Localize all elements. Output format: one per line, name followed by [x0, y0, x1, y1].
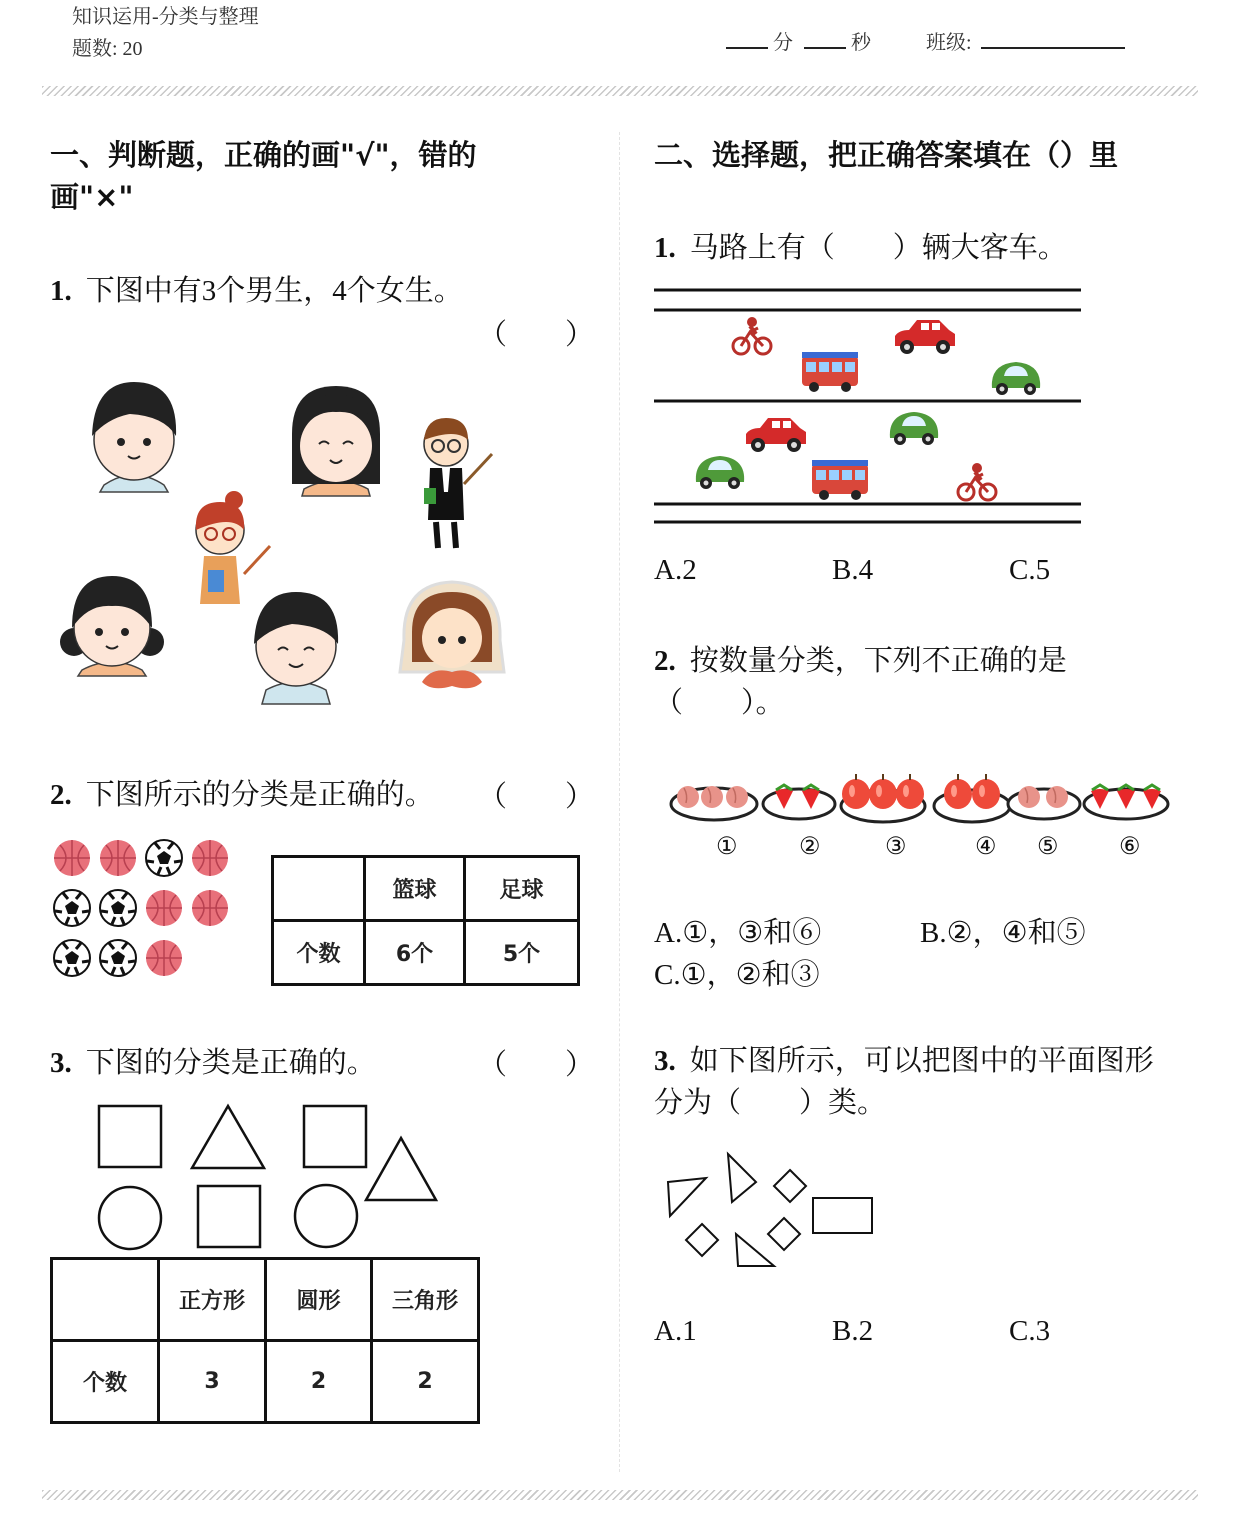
class-blank[interactable] — [981, 47, 1125, 49]
top-hatch-divider — [42, 86, 1198, 96]
plate-6 — [1084, 785, 1168, 819]
minutes-label: 分 — [773, 32, 793, 54]
table-cell: 2 — [266, 1341, 372, 1423]
section2-title: 二、选择题，把正确答案填在（）里 — [654, 138, 1119, 172]
plate-5 — [1008, 786, 1080, 819]
section1-title: 一、判断题，正确的画"√"，错的画"×" — [50, 138, 477, 214]
s1-q3-answer-blank[interactable]: （ ） — [478, 1049, 595, 1081]
table-row-label: 个数 — [273, 921, 365, 985]
s1-q2-number: 2. — [50, 779, 72, 811]
table-cell: 2 — [372, 1341, 479, 1423]
seconds-blank[interactable] — [804, 47, 846, 49]
plate-label: ⑥ — [1119, 834, 1141, 860]
s2-q2-fruit-plates-illustration — [666, 770, 1174, 830]
plate-3 — [841, 774, 925, 822]
diamond-shape — [768, 1218, 800, 1250]
worksheet-title: 知识运用-分类与整理 — [72, 6, 259, 28]
s1-q3-number: 3. — [50, 1047, 72, 1079]
s2-q3-number: 3. — [654, 1045, 676, 1077]
basketball-icon — [54, 840, 90, 876]
triangle-shape — [366, 1138, 436, 1200]
class-label: 班级: — [926, 32, 972, 54]
basketball-icon — [146, 890, 182, 926]
basketball-icon — [146, 940, 182, 976]
table-header-cell: 篮球 — [365, 857, 465, 921]
bottom-hatch-divider — [42, 1490, 1198, 1500]
square-shape — [304, 1106, 366, 1167]
s2-q2-plate-labels — [666, 832, 1174, 864]
s2-q2 — [654, 640, 1174, 724]
triangle-shape — [736, 1234, 774, 1266]
s2-q1 — [654, 227, 1067, 269]
class-field — [926, 26, 1125, 55]
circle-shape — [295, 1185, 357, 1247]
bicycle-icon — [958, 463, 996, 500]
s2-q1-option-c[interactable]: C.5 — [1009, 554, 1051, 586]
bus-icon — [812, 460, 868, 500]
s2-q3-option-a[interactable]: A.1 — [654, 1315, 697, 1347]
s1-q3-count-table — [50, 1257, 480, 1424]
soccer-ball-icon — [100, 940, 136, 976]
rectangle-shape — [813, 1198, 872, 1233]
triangle-shape — [668, 1178, 706, 1216]
male-teacher-icon — [424, 418, 492, 548]
girl-3-icon — [400, 582, 504, 688]
s1-q2-answer-blank[interactable]: （ ） — [478, 781, 595, 813]
s1-q1 — [50, 270, 463, 312]
s2-q3-shapes-illustration — [660, 1148, 890, 1274]
soccer-ball-icon — [100, 890, 136, 926]
plate-label: ④ — [975, 834, 997, 860]
plate-1 — [671, 786, 757, 820]
s1-q2-count-table — [271, 855, 580, 986]
diamond-shape — [686, 1224, 718, 1256]
red-car-icon — [746, 418, 806, 452]
girl-2-icon — [60, 576, 164, 676]
square-shape — [198, 1186, 260, 1247]
s2-q1-option-b[interactable]: B.4 — [832, 554, 874, 586]
question-count: 题数: 20 — [72, 38, 143, 60]
s2-q1-road-illustration — [654, 284, 1084, 530]
soccer-ball-icon — [146, 840, 182, 876]
table-cell: 6个 — [365, 921, 465, 985]
table-header-cell — [273, 857, 365, 921]
basketball-icon — [100, 840, 136, 876]
table-cell: 3 — [159, 1341, 266, 1423]
basketball-icon — [192, 890, 228, 926]
soccer-ball-icon — [54, 940, 90, 976]
table-header-cell: 足球 — [465, 857, 579, 921]
bus-icon — [802, 352, 858, 392]
girl-1-icon — [292, 386, 380, 496]
table-header-cell: 三角形 — [372, 1259, 479, 1341]
table-header-cell — [52, 1259, 159, 1341]
red-car-icon — [895, 320, 955, 354]
table-header-cell: 圆形 — [266, 1259, 372, 1341]
table-row-label: 个数 — [52, 1341, 159, 1423]
s1-q1-answer-blank[interactable]: （ ） — [478, 319, 595, 351]
s1-q2-text: 下图所示的分类是正确的。 — [85, 779, 434, 811]
female-teacher-icon — [196, 491, 270, 604]
s2-q2-text: 按数量分类，下列不正确的是（ ）。 — [654, 645, 1067, 719]
soccer-ball-icon — [54, 890, 90, 926]
triangle-shape — [728, 1154, 756, 1202]
bicycle-icon — [733, 317, 771, 354]
table-header-cell: 正方形 — [159, 1259, 266, 1341]
s2-q1-option-a[interactable]: A.2 — [654, 554, 697, 586]
green-car-icon — [890, 412, 938, 445]
s2-q2-option-a[interactable]: A.①，③和⑥ — [654, 917, 822, 949]
plate-label: ⑤ — [1037, 834, 1059, 860]
plate-2 — [763, 785, 835, 819]
s2-q2-option-c[interactable]: C.①，②和③ — [654, 959, 820, 991]
basketball-icon — [192, 840, 228, 876]
s1-q2-balls-illustration — [50, 836, 240, 984]
s1-q3 — [50, 1042, 376, 1084]
s2-q3-text: 如下图所示，可以把图中的平面图形分为（ ）类。 — [654, 1045, 1154, 1119]
square-shape — [99, 1106, 161, 1167]
s2-q3-option-c[interactable]: C.3 — [1009, 1315, 1051, 1347]
plate-label: ① — [716, 834, 738, 860]
table-cell: 5个 — [465, 921, 579, 985]
green-car-icon — [696, 456, 744, 489]
s2-q2-option-b[interactable]: B.②，④和⑤ — [920, 917, 1086, 949]
s2-q3-option-b[interactable]: B.2 — [832, 1315, 874, 1347]
boy-1-icon — [92, 382, 176, 492]
s2-q1-text: 马路上有（ ）辆大客车。 — [689, 232, 1067, 264]
triangle-shape — [192, 1106, 264, 1168]
plate-label: ② — [799, 834, 821, 860]
s2-q2-number: 2. — [654, 645, 676, 677]
s1-q1-children-illustration — [50, 370, 530, 720]
minutes-blank[interactable] — [726, 47, 768, 49]
time-fields — [726, 26, 871, 55]
diamond-shape — [774, 1170, 806, 1202]
s1-q1-text: 下图中有3个男生，4个女生。 — [85, 275, 463, 307]
s1-q1-number: 1. — [50, 275, 72, 307]
seconds-label: 秒 — [851, 32, 871, 54]
s2-q1-number: 1. — [654, 232, 676, 264]
column-divider — [619, 132, 620, 1472]
plate-label: ③ — [885, 834, 907, 860]
green-car-icon — [992, 362, 1040, 395]
boy-2-icon — [254, 592, 338, 704]
s2-q3 — [654, 1040, 1174, 1124]
s1-q3-text: 下图的分类是正确的。 — [85, 1047, 376, 1079]
s1-q3-shapes-illustration — [90, 1100, 450, 1256]
s1-q2 — [50, 774, 434, 816]
plate-4 — [934, 774, 1010, 822]
circle-shape — [99, 1187, 161, 1249]
